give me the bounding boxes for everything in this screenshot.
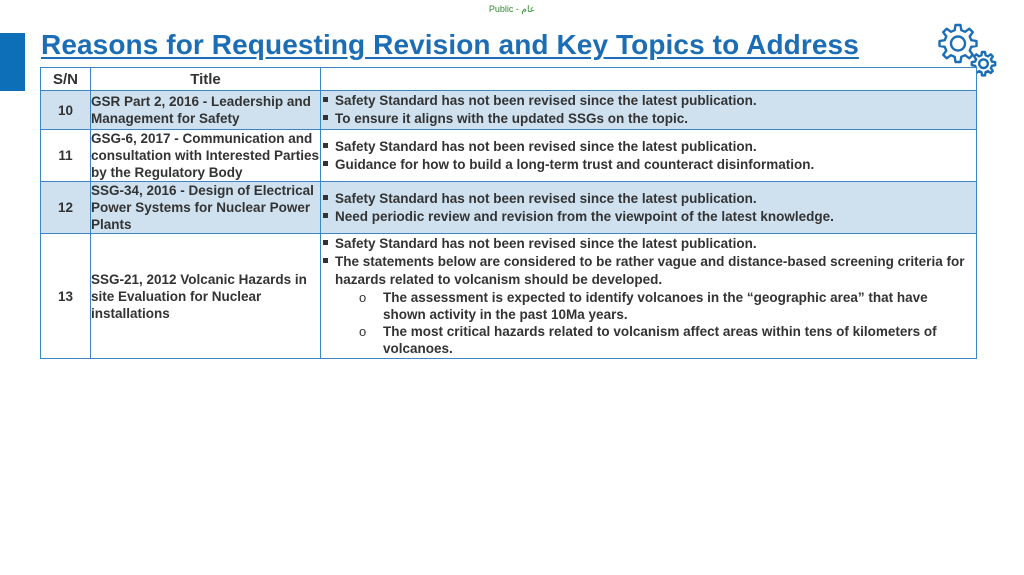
- page-title: Reasons for Requesting Revision and Key Topics to Address: [41, 29, 859, 60]
- row-title: SSG-21, 2012 Volcanic Hazards in site Evaluation for Nuclear installations: [91, 234, 321, 359]
- table-row: [41, 91, 977, 130]
- bullet-item: Safety Standard has not been revised since the latest publication.: [321, 92, 972, 110]
- bullet-item: Need periodic review and revision from the viewpoint of the latest knowledge.: [321, 208, 972, 226]
- row-title: SSG-34, 2016 - Design of Electrical Power Systems for Nuclear Power Plants: [91, 182, 321, 234]
- sub-bullet-item: [359, 323, 972, 357]
- row-sn: 12: [41, 182, 91, 234]
- row-sn: 10: [41, 91, 91, 130]
- bullet-item: Guidance for how to build a long-term trust and counteract disinformation.: [321, 156, 972, 174]
- sub-bullet-marker: o: [359, 290, 367, 305]
- bullet-item: [321, 253, 972, 357]
- row-title: GSR Part 2, 2016 - Leadership and Management for Safety: [91, 91, 321, 130]
- header-sn: S/N: [41, 68, 91, 91]
- bullet-item: Safety Standard has not been revised since the latest publication.: [321, 235, 972, 253]
- bullet-item: To ensure it aligns with the updated SSGs on the topic.: [321, 110, 972, 128]
- table-header-row: [41, 68, 977, 91]
- accent-bar: [0, 33, 25, 91]
- bullet-item: Safety Standard has not been revised since the latest publication.: [321, 138, 972, 156]
- row-sn: 11: [41, 130, 91, 182]
- header-title: Title: [91, 68, 321, 91]
- table-row: [41, 130, 977, 182]
- table-row: [41, 182, 977, 234]
- row-reasons: [321, 91, 977, 130]
- bullet-item: Safety Standard has not been revised since the latest publication.: [321, 190, 972, 208]
- sub-bullet-item: [359, 289, 972, 323]
- classification-label: Public - عام: [488, 4, 536, 14]
- sub-bullet-marker: o: [359, 324, 367, 339]
- row-reasons: [321, 130, 977, 182]
- row-reasons: [321, 182, 977, 234]
- sub-bullet-text: The assessment is expected to identify volcanoes in the “geographic area” that have shown activity in the past 10Ma years.: [383, 290, 928, 322]
- bullet-text: The statements below are considered to be rather vague and distance-based screening criteria for hazards related to volcanism should be developed.: [335, 254, 965, 287]
- row-reasons: [321, 234, 977, 359]
- row-sn: 13: [41, 234, 91, 359]
- row-title: GSG-6, 2017 - Communication and consultation with Interested Parties by the Regulatory Body: [91, 131, 320, 180]
- header-reasons: [321, 68, 977, 91]
- table-row: [41, 234, 977, 359]
- revision-table: [40, 67, 977, 359]
- sub-bullet-text: The most critical hazards related to volcanism affect areas within tens of kilometers of volcanoes.: [383, 324, 937, 356]
